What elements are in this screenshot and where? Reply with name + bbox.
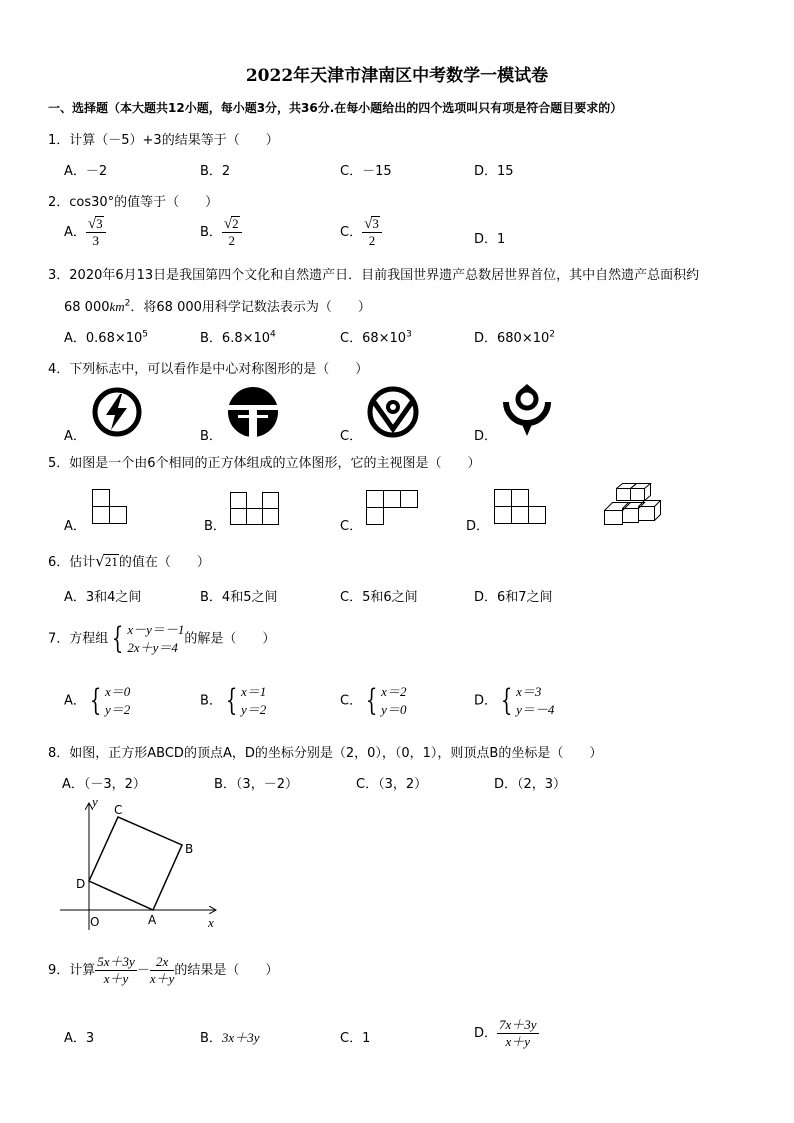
q2-option-d[interactable]: D．1	[474, 232, 506, 247]
q9-option-b[interactable]: B．3x＋3y	[200, 1030, 260, 1046]
vertex-b-label: B	[185, 842, 194, 856]
vertex-c-label: C	[114, 803, 123, 817]
q2-option-a[interactable]: A． $\frac{√3}{3}$	[64, 216, 106, 249]
q2-a-label: A．	[64, 225, 86, 240]
q7-stem-pre: 7．方程组	[48, 631, 109, 647]
q2-b-num: 2	[232, 216, 239, 231]
q9-stem	[48, 954, 278, 987]
q9-frac1-den: x＋y	[103, 971, 129, 986]
q6-option-a[interactable]: A．3和4之间	[64, 590, 142, 605]
q3-option-a[interactable]: A．$0.68\times 10^5$	[64, 329, 149, 346]
square-coordinate-figure	[55, 794, 225, 933]
y-axis-label: y	[92, 794, 98, 809]
q1-option-a[interactable]: A．－2	[64, 164, 108, 179]
q3-stem-tail: ．将68 000用科学记数法表示为（ ）	[130, 300, 371, 315]
front-view-a	[90, 487, 130, 527]
q2-c-label: C．	[340, 225, 363, 240]
v-ring-logo	[366, 385, 420, 439]
origin-label: O	[90, 915, 100, 929]
page-title: 2022年天津市津南区中考数学一模试卷	[245, 66, 549, 86]
q2-stem: 2．cos30°的值等于（ ）	[48, 195, 219, 210]
x-axis-label: x	[208, 915, 214, 930]
square-abcd	[89, 817, 182, 910]
q7-stem-post: 的解是（ ）	[184, 631, 276, 647]
q3-option-c[interactable]: C．$68\times 10^3$	[340, 329, 412, 346]
split-circle-logo	[226, 385, 280, 439]
q1-option-d[interactable]: D．15	[474, 164, 514, 179]
q4-option-c[interactable]: C．	[340, 429, 363, 444]
q3-number: 68 000	[64, 300, 110, 315]
q8-stem: 8．如图，正方形ABCD的顶点A，D的坐标分别是（2，0），（0，1），则顶点B的坐标是（ ）	[48, 746, 603, 761]
q2-option-b[interactable]: B． $\frac{√2}{2}$	[200, 216, 242, 249]
front-view-c	[364, 488, 420, 528]
q5-option-a[interactable]: A．	[64, 519, 86, 534]
q8-option-d[interactable]: D．（2，3）	[494, 777, 567, 792]
q8-option-a[interactable]: A．（－3，2）	[62, 777, 146, 792]
q4-option-b[interactable]: B．	[200, 429, 222, 444]
q6-stem-pre: 6．估计	[48, 555, 96, 570]
q3-stem-line2: 68 $000km^2$．将68 000用科学记数法表示为（ ）	[64, 298, 371, 315]
q2-b-den: 2	[228, 233, 236, 248]
q9-frac2-den: x＋y	[149, 971, 175, 986]
q2-a-num: 3	[96, 216, 103, 231]
q7-option-a[interactable]: A． { x＝0 y＝2	[64, 683, 131, 718]
q2-c-den: 2	[368, 233, 376, 248]
q5-stem: 5．如图是一个由6个相同的正方体组成的立体图形，它的主视图是（ ）	[48, 456, 481, 471]
q3-option-b[interactable]: B．$6.8\times 10^4$	[200, 329, 276, 346]
q4-stem: 4．下列标志中，可以看作是中心对称图形的是（ ）	[48, 362, 369, 377]
q5-option-d[interactable]: D．	[466, 519, 490, 534]
drop-ring-logo	[500, 382, 554, 438]
q9-frac2-num: 2x	[150, 954, 175, 971]
q7-option-d[interactable]: D． { x＝3 y＝－4	[474, 683, 555, 718]
front-view-d	[492, 487, 550, 527]
q5-option-b[interactable]: B．	[204, 519, 226, 534]
q1-option-c[interactable]: C．－15	[340, 164, 392, 179]
q9-option-a[interactable]: A．3	[64, 1031, 95, 1046]
vertex-a-label: A	[148, 913, 157, 927]
q3-stem-line1: 3．2020年6月13日是我国第四个文化和自然遗产日．目前我国世界遗产总数居世界首位，其中自然遗产总面积约	[48, 268, 700, 283]
q6-stem-post: 的值在（ ）	[118, 555, 210, 570]
q2-b-label: B．	[200, 225, 222, 240]
q4-option-a[interactable]: A．	[64, 429, 86, 444]
q9-option-c[interactable]: C．1	[340, 1031, 371, 1046]
vertex-d-label: D	[76, 877, 86, 891]
q2-a-den: 3	[92, 233, 100, 248]
q3-option-d[interactable]: D．$680\times 10^2$	[474, 329, 555, 346]
q8-option-c[interactable]: C．（3，2）	[356, 777, 428, 792]
front-view-b	[228, 490, 282, 528]
q6-option-d[interactable]: D．6和7之间	[474, 590, 553, 605]
q7-stem: 7．方程组 { x－y＝－1 2x＋y＝4 的解是（ ）	[48, 621, 276, 656]
q1-option-b[interactable]: B．2	[200, 164, 231, 179]
q6-option-b[interactable]: B．4和5之间	[200, 590, 278, 605]
q3-unit: km	[109, 299, 125, 314]
q2-c-num: 3	[372, 216, 379, 231]
q9-frac1-num: 5x＋3y	[97, 954, 135, 969]
q6-option-c[interactable]: C．5和6之间	[340, 590, 418, 605]
section-heading: 一、选择题（本大题共12小题，每小题3分，共36分.在每小题给出的四个选项叫只有项是符合题目要求的）	[48, 101, 623, 115]
q5-option-c[interactable]: C．	[340, 519, 363, 534]
q7-option-b[interactable]: B． { x＝1 y＝2	[200, 683, 267, 718]
q9-stem-post: 的结果是（ ）	[174, 963, 279, 978]
q9-stem-pre: 9．计算	[48, 963, 96, 978]
lightning-circle-logo	[91, 386, 143, 438]
q9-option-d[interactable]: D． $\frac{7x+3y}{x+y}$	[474, 1017, 537, 1049]
q6-radicand: 21	[104, 554, 118, 569]
q6-stem: 6．估计√21的值在（ ）	[48, 552, 210, 570]
q8-option-b[interactable]: B．（3，－2）	[214, 777, 298, 792]
cube-stack-figure	[602, 482, 666, 528]
q7-option-c[interactable]: C． { x＝2 y＝0	[340, 683, 407, 718]
q9-minus: －	[136, 962, 150, 977]
q7-system: x－y＝－1 2x＋y＝4	[127, 622, 185, 655]
q4-option-d[interactable]: D．	[474, 429, 498, 444]
q2-option-c[interactable]: C． $\frac{√3}{2}$	[340, 216, 382, 249]
q1-stem: 1．计算（－5）+3的结果等于（ ）	[48, 133, 279, 148]
